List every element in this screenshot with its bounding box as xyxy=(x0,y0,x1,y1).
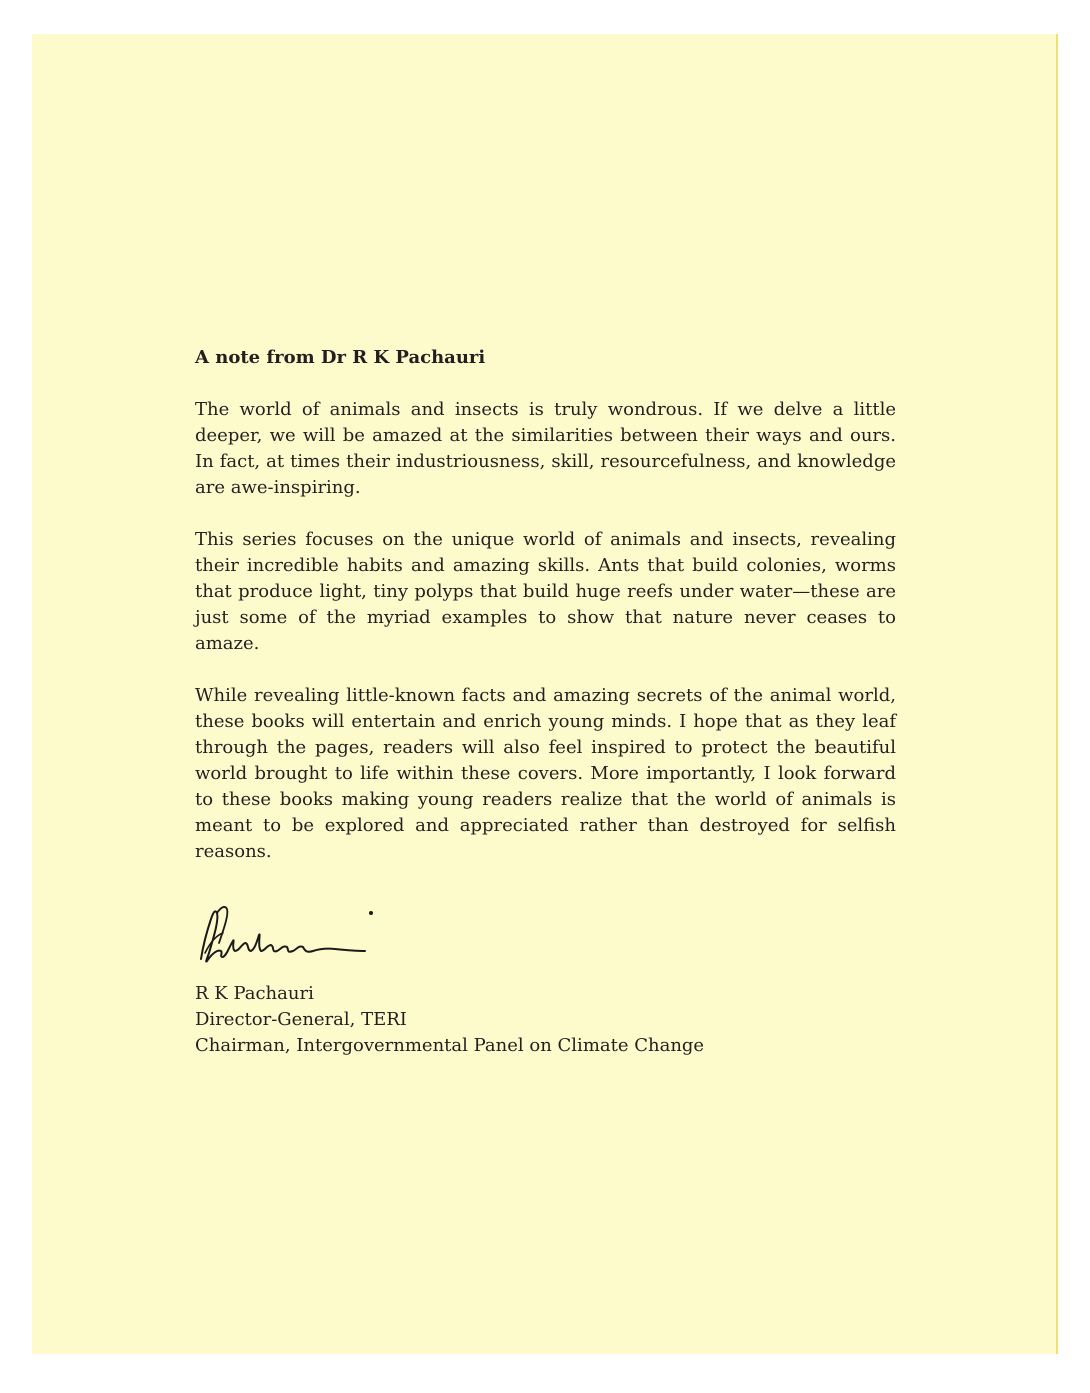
handwritten-signature xyxy=(195,891,395,981)
document-page xyxy=(32,34,1058,1354)
note-content xyxy=(195,345,896,1059)
signatory-name: R K Pachauri xyxy=(195,983,314,1004)
note-paragraph-2: This series focuses on the unique world of animals and insects, revealing their incredible habits and amazing skills. Ants that build colonies, worms that produce light, tiny polyps that build huge reefs under water—these are just some of the myriad examples to show that nature never ceases to amaze. xyxy=(195,529,896,654)
note-paragraph-3: While revealing little-known facts and amazing secrets of the animal world, these books will entertain and enrich young minds. I hope that as they leaf through the pages, readers will also feel inspired to protect the beautiful world brought to life within these covers. More importantly, I look forward to these books making young readers realize that the world of animals is meant to be explored and appreciated rather than destroyed for selfish reasons. xyxy=(195,685,896,862)
note-title: A note from Dr R K Pachauri xyxy=(195,347,486,368)
signatory-role-2: Chairman, Intergovernmental Panel on Climate Change xyxy=(195,1035,705,1056)
signatory-role-1: Director-General, TERI xyxy=(195,1009,407,1030)
note-paragraph-1: The world of animals and insects is truly wondrous. If we delve a little deeper, we will be amazed at the similarities between their ways and ours. In fact, at times their industriousness, skill, resourcefulness, and knowledge are awe-inspiring. xyxy=(195,399,896,498)
